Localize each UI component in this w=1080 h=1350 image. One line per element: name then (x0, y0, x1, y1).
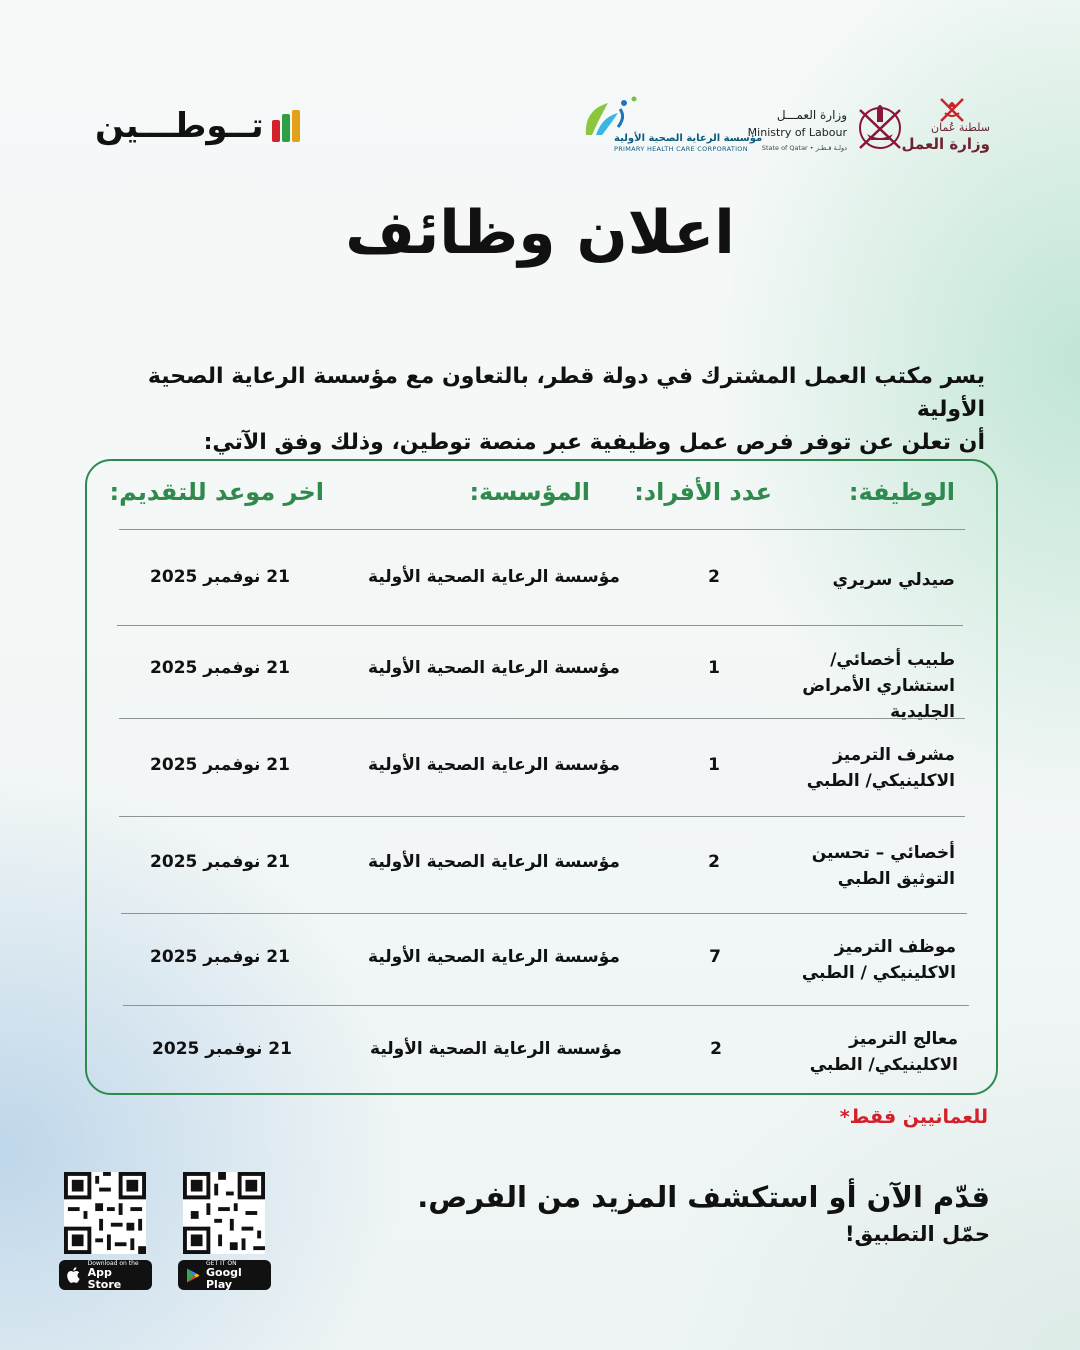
table-row-job: مشرف الترميز الاكلينيكي/ الطبي (806, 745, 955, 791)
table-row-job: أخصائي – تحسين التوثيق الطبي (811, 843, 955, 889)
tawteen-logo-icon (270, 110, 280, 142)
table-row-job: معالج الترميز الاكلينيكي/ الطبي (809, 1029, 958, 1075)
oman-emblem-icon (937, 95, 967, 123)
table-row-count: 2 (708, 567, 720, 587)
table-row-org: مؤسسة الرعاية الصحية الأولية (368, 947, 620, 967)
table-divider (119, 816, 965, 817)
table-row-org: مؤسسة الرعاية الصحية الأولية (370, 1039, 622, 1059)
intro-line-1: يسر مكتب العمل المشترك في دولة قطر، بالتعاون مع مؤسسة الرعاية الصحية الأولية (147, 364, 985, 422)
app-store-caption: Download on the (87, 1259, 139, 1267)
table-row-job: صيدلي سريري (832, 570, 955, 590)
intro-line-2: أن تعلن عن توفر فرص عمل وظيفية عبر منصة توطين، وذلك وفق الآتي: (203, 430, 985, 455)
google-play-caption: GET IT ON (206, 1259, 237, 1267)
table-row-deadline: 21 نوفمبر 2025 (150, 658, 290, 678)
header-job: الوظيفة: (848, 478, 955, 506)
table-row-deadline: 21 نوفمبر 2025 (150, 947, 290, 967)
tawteen-logo-text: تــوطـــين (95, 106, 264, 146)
table-divider (123, 1005, 969, 1006)
table-divider (117, 625, 963, 626)
phcc-logo (580, 95, 763, 157)
oman-sultanate-name: سلطنة عُمان (931, 121, 990, 134)
table-divider (119, 529, 965, 530)
table-row-org: مؤسسة الرعاية الصحية الأولية (368, 567, 620, 587)
header-deadline: اخر موعد للتقديم: (109, 478, 324, 506)
table-row-count: 7 (709, 947, 721, 967)
cta-apply-text: قدّم الآن أو استكشف المزيد من الفرص. (417, 1180, 990, 1214)
google-play-icon (186, 1267, 200, 1283)
app-store-label: App Store (87, 1265, 122, 1291)
table-row-deadline: 21 نوفمبر 2025 (150, 755, 290, 775)
qatar-ministry-of-labour-logo (747, 100, 905, 158)
table-row-count: 1 (708, 755, 720, 775)
oman-ministry-of-labour-logo (901, 95, 990, 157)
oman-ministry-name: وزارة العمل (901, 135, 990, 153)
header-count: عدد الأفراد: (634, 478, 772, 506)
table-divider (121, 913, 967, 914)
table-row-org: مؤسسة الرعاية الصحية الأولية (368, 755, 620, 775)
table-row-count: 2 (710, 1039, 722, 1059)
table-row-job: موظف الترميز الاكلينيكي / الطبي (801, 937, 956, 983)
table-row-count: 2 (708, 852, 720, 872)
app-store-button[interactable] (59, 1260, 152, 1290)
table-row-deadline: 21 نوفمبر 2025 (152, 1039, 292, 1059)
phcc-arabic-name: مؤسسة الرعاية الصحية الأولية (614, 133, 763, 144)
mol-english-name: Ministry of Labour (747, 126, 847, 139)
header-org: المؤسسة: (469, 478, 590, 506)
phcc-english-name: PRIMARY HEALTH CARE CORPORATION (614, 145, 748, 153)
google-play-qr-code[interactable] (183, 1172, 265, 1254)
omanis-only-note: للعمانيين فقط* (839, 1106, 988, 1128)
table-row-org: مؤسسة الرعاية الصحية الأولية (368, 852, 620, 872)
mol-arabic-name: وزارة العمـــل (776, 108, 847, 122)
google-play-label: Googl Play (206, 1265, 242, 1291)
cta-download-text: حمّل التطبيق! (844, 1222, 990, 1246)
qatar-emblem-icon (855, 100, 905, 156)
table-row-job: طبيب أخصائي/ استشاري الأمراض الجليدية (802, 650, 955, 722)
apple-icon (67, 1267, 82, 1283)
table-row-org: مؤسسة الرعاية الصحية الأولية (368, 658, 620, 678)
table-row-deadline: 21 نوفمبر 2025 (150, 567, 290, 587)
page-title: اعلان وظائف (345, 198, 735, 268)
table-row-deadline: 21 نوفمبر 2025 (150, 852, 290, 872)
tawteen-logo (95, 105, 280, 147)
app-store-qr-code[interactable] (64, 1172, 146, 1254)
mol-state-name: State of Qatar • دولـة قـطـر (761, 144, 847, 152)
google-play-button[interactable] (178, 1260, 271, 1290)
table-row-count: 1 (708, 658, 720, 678)
intro-paragraph (125, 360, 985, 459)
